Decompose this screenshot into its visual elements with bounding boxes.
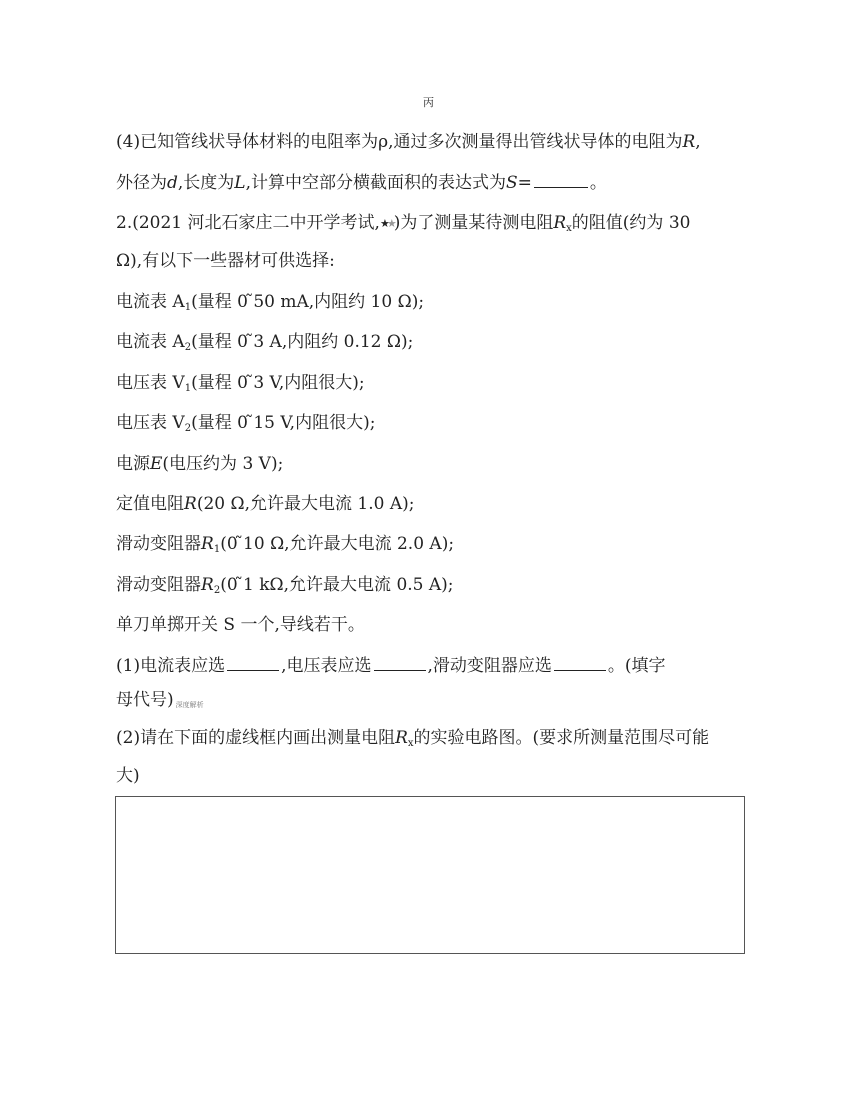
- equipment-voltmeter-v2: 电压表 $V_2$(量程 0 ̃15 V,内阻很大);: [116, 413, 376, 434]
- q4-line-2: 外径为d,长度为L,计算中空部分横截面积的表达式为S= 。: [116, 173, 607, 193]
- q2-part-1-line-2: 母代号) 深度解析: [116, 690, 204, 710]
- q4-line-1: (4)已知管线状导体材料的电阻率为ρ,通过多次测量得出管线状导体的电阻为R,: [116, 132, 701, 152]
- q2-part-2-line-2: 大): [116, 766, 140, 786]
- q2-header-line-1: 2.(2021 河北石家庄二中开学考试,★★)为了测量某待测电阻$R_x$的阻值(约为 30: [116, 213, 691, 234]
- answer-blank-ammeter[interactable]: [227, 654, 279, 671]
- equipment-rheostat-r1: 滑动变阻器$R_1(0$ ̃10 Ω,允许最大电流 2.0 A);: [116, 534, 455, 555]
- q2-part-2-line-1: (2)请在下面的虚线框内画出测量电阻$R_x$的实验电路图。(要求所测量范围尽可能: [116, 728, 710, 749]
- figure-label: 丙: [423, 96, 434, 109]
- deep-analysis-note: 深度解析: [175, 701, 204, 709]
- equipment-rheostat-r2: 滑动变阻器$R_2(0$ ̃1 kΩ,允许最大电流 0.5 A);: [116, 575, 454, 596]
- equipment-voltmeter-v1: 电压表 $V_1$(量程 0 ̃3 V,内阻很大);: [116, 373, 365, 394]
- equipment-source: 电源E(电压约为 3 V);: [116, 454, 284, 474]
- equipment-ammeter-a1: 电流表 $A_1$(量程 0 ̃50 mA,内阻约 10 Ω);: [116, 292, 425, 313]
- equipment-switch: 单刀单掷开关 S 一个,导线若干。: [116, 615, 365, 635]
- answer-blank-voltmeter[interactable]: [374, 654, 426, 671]
- answer-blank-s[interactable]: [534, 171, 588, 188]
- circuit-drawing-box[interactable]: [115, 796, 745, 954]
- equipment-fixed-resistor: 定值电阻R(20 Ω,允许最大电流 1.0 A);: [116, 494, 415, 514]
- answer-blank-rheostat[interactable]: [554, 654, 606, 671]
- difficulty-stars-icon: ★★: [379, 217, 394, 230]
- q2-part-1-line-1: (1)电流表应选 ,电压表应选 ,滑动变阻器应选 。(填字: [116, 656, 666, 676]
- q2-header-line-2: Ω),有以下一些器材可供选择:: [116, 251, 335, 271]
- equipment-ammeter-a2: 电流表 $A_2$(量程 0 ̃3 A,内阻约 0.12 Ω);: [116, 332, 414, 353]
